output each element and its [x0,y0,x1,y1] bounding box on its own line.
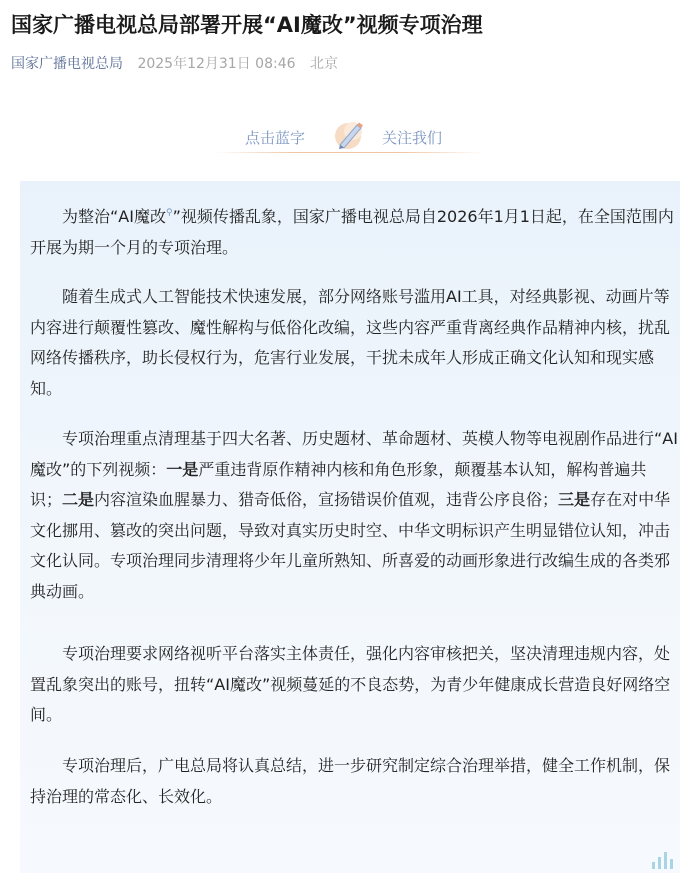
paragraph-3-part-d: 存在对中华文化挪用、篡改的突出问题，导致对真实历史时空、中华文明标识产生明显错位认知，冲击文化认同。专项治理同步清理将少年儿童所熟知、所喜爱的动画形象进行改编生成的各类邪典动画。 [30,490,671,601]
paragraph-3 [30,424,678,607]
follow-banner-underline [214,152,484,153]
follow-banner[interactable] [214,116,484,154]
keyword-third: 三是 [558,490,591,509]
article-publish-time: 2025年12月31日 08:46 [137,56,296,72]
article-body-card [20,181,680,873]
paragraph-5: 专项治理后，广电总局将认真总结，进一步研究制定综合治理举措，健全工作机制，保持治理的常态化、长效化。 [30,756,671,806]
article-title: 国家广播电视总局部署开展“AI魔改”视频专项治理 [11,13,483,37]
paragraph-3-part-b: 严重违背原作精神内核和角色形象，颠覆基本认知，解构普遍共识； [30,459,647,509]
paragraph-1 [30,202,678,263]
signal-bars-icon [652,849,676,869]
paragraph-1-part-b: ”视频传播乱象，国家广播电视总局自2026年1月1日起，在全国范围内开展为期一个月的专项治理。 [30,207,674,257]
click-blue-text-label[interactable]: 点击蓝字 [245,129,306,147]
follow-us-label[interactable]: 关注我们 [382,129,443,147]
paragraph-2: 随着生成式人工智能技术快速发展，部分网络账号滥用AI工具，对经典影视、动画片等内容进行颠覆性篡改、魔性解构与低俗化改编，这些内容严重背离经典作品精神内核，扰乱网络传播秩序，助长侵权行为，危害行业发展，干扰未成年人形成正确文化认知和现实感知。 [30,287,671,398]
pen-icon [330,116,370,154]
article-source-link[interactable]: 国家广播电视总局 [11,56,123,72]
paragraph-1-part-a: 为整治“AI魔改 [62,207,166,226]
paragraph-3-part-a: 专项治理重点清理基于四大名著、历史题材、革命题材、英模人物等电视剧作品进行“AI魔改”的下列视频： [30,429,678,479]
keyword-first: 一是 [166,459,199,479]
search-icon[interactable]: ⚲ [165,208,173,218]
keyword-second: 二是 [62,490,95,509]
article-meta [11,54,338,74]
paragraph-4: 专项治理要求网络视听平台落实主体责任，强化内容审核把关，坚决清理违规内容，处置乱象突出的账号，扭转“AI魔改”视频蔓延的不良态势，为青少年健康成长营造良好网络空间。 [30,644,671,724]
article-location: 北京 [309,56,338,72]
paragraph-3-part-c: 内容渲染血腥暴力、猎奇低俗，宣扬错误价值观，违背公序良俗； [94,490,559,509]
